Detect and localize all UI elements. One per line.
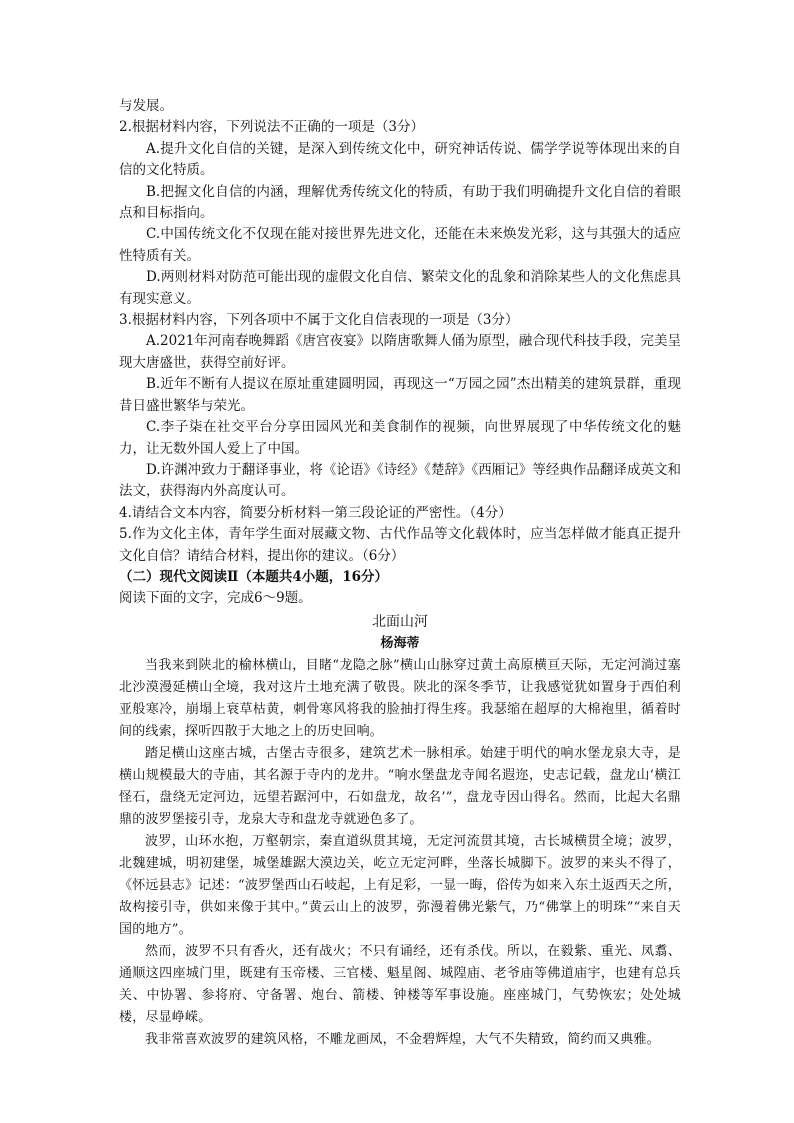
passage-paragraph: 然而，波罗不只有香火，还有战火；不只有诵经，还有杀伐。所以，在毅紫、重光、凤翥、通顺这四座城门里，既建有玉帝楼、三官楼、魁星阁、城隍庙、老爷庙等佛道庙宇，也建有总兵关、中协署、参将府、守备署、炮台、箭楼、钟楼等军事设施。座座城门，气势恢宏；处处城楼，尽显峥嵘。: [119, 943, 681, 1025]
option-a: A.提升文化自信的关键，是深入到传统文化中，研究神话传说、儒学学说等体现出来的自信的文化特质。: [119, 140, 681, 179]
passage-paragraph: 踏足横山这座古城，古堡古寺很多，建筑艺术一脉相承。始建于明代的响水堡龙泉大寺，是横山规模最大的寺庙，其名源于寺内的龙井。“响水堡盘龙寺闻名遐迩，史志记载，盘龙山‘横江怪石，盘绕无定河边，远望若踞河中，石如盘龙，故名’”，盘龙寺因山得名。然而，比起大名鼎鼎的波罗堡接引寺，龙泉大寺和盘龙寺就逊色多了。: [119, 745, 681, 827]
option-b: B.近年不断有人提议在原址重建圆明园，再现这一“万园之园”杰出精美的建筑景群，重现昔日盛世繁华与荣光。: [119, 376, 681, 414]
question-4: [119, 503, 681, 524]
passage-body: [119, 655, 681, 1051]
question-stem: 3.根据材料内容，下列各项中不属于文化自信表现的一项是（3分）: [119, 312, 519, 329]
question-5: [119, 524, 681, 567]
option-d: D.许渊冲致力于翻译事业，将《论语》《诗经》《楚辞》《西厢记》等经典作品翻译成英文和法文，获得海内外高度认可。: [119, 461, 681, 500]
question-3: [119, 310, 681, 503]
section-heading: （二）现代文阅读Ⅱ（本题共4小题，16分）: [119, 568, 389, 585]
passage-paragraph: 我非常喜欢波罗的建筑风格，不雕龙画凤，不金碧辉煌，大气不失精致，简约而又典雅。: [145, 1031, 660, 1047]
option-c: C.中国传统文化不仅现在能对接世界先进文化，还能在未来焕发光彩，这与其强大的适应性特质有关。: [119, 226, 681, 264]
question-stem: 5.作为文化主体，青年学生面对展藏文物、古代作品等文化载体时，应当怎样做才能真正提升文化自信？请结合材料，提出你的建议。（6分）: [119, 526, 681, 564]
passage-author: 杨海蒂: [380, 636, 420, 652]
question-2: [119, 117, 681, 310]
material-tail: 与发展。: [119, 98, 173, 114]
passage-title: 北面山河: [372, 613, 428, 630]
option-c: C.李子柒在社交平台分享田园风光和美食制作的视频，向世界展现了中华传统文化的魅力，让无数外国人爱上了中国。: [119, 419, 681, 457]
question-stem: 2.根据材料内容，下列说法不正确的一项是（3分）: [119, 119, 424, 136]
section-instruction: 阅读下面的文字，完成6～9题。: [119, 590, 312, 607]
passage-paragraph: 当我来到陕北的榆林横山，目睹“龙隐之脉”横山山脉穿过黄土高原横亘天际，无定河淌过塞北沙漠漫延横山全境，我对这片土地充满了敬畏。陕北的深冬季节，让我感觉犹如置身于西伯利亚般寒冷，崩塌上衰草枯黄，刺骨寒风将我的脸抽打得生疼。我瑟缩在超厚的大棉袍里，循着时间的线索，探听四散于大地之上的历史回响。: [119, 657, 681, 739]
question-stem: 4.请结合文本内容，简要分析材料一第三段论证的严密性。（4分）: [119, 504, 512, 521]
passage-paragraph: 波罗，山环水抱，万壑朝宗，秦直道纵贯其境，无定河流贯其境，古长城横贯全境；波罗，北魏建城，明初建堡，城堡雄踞大漠边关，屹立无定河畔，坐落长城脚下。波罗的来头不得了，《怀远县志》记述：“波罗堡西山石岐起，上有足彩，一显一晦，俗传为如来入东土返西天之所，故构接引寺，供如来像于其中。”黄云山上的波罗，弥漫着佛光紫气，乃“佛掌上的明珠”“来自天国的地方”。: [119, 833, 681, 937]
option-d: D.两则材料对防范可能出现的虚假文化自信、繁荣文化的乱象和消除某些人的文化焦虑具有现实意义。: [119, 269, 681, 307]
option-b: B.把握文化自信的内涵，理解优秀传统文化的特质，有助于我们明确提升文化自信的着眼点和目标指向。: [119, 183, 681, 222]
option-a: A.2021年河南春晚舞蹈《唐宫夜宴》以隋唐歌舞人俑为原型，融合现代科技手段，完美呈现大唐盛世，获得空前好评。: [119, 333, 681, 371]
